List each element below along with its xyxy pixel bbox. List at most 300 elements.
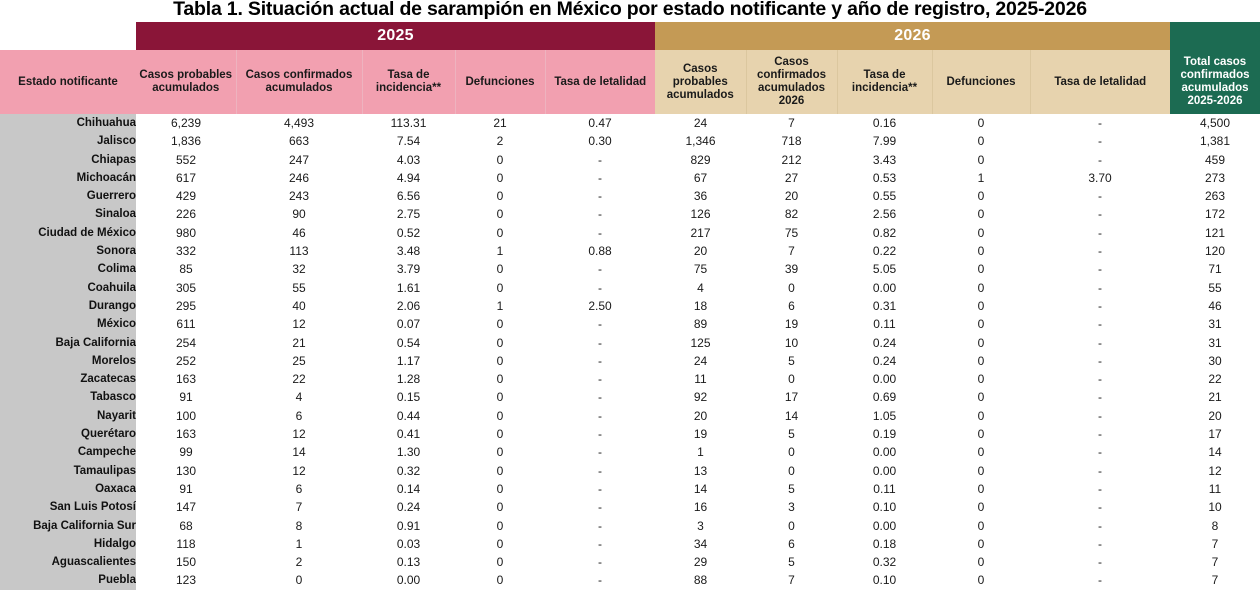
cell-2025-incidencia: 1.28 xyxy=(362,370,455,388)
cell-2026-incidencia: 3.43 xyxy=(837,151,932,169)
cell-2025-confirmados: 113 xyxy=(236,242,362,260)
table-row xyxy=(0,132,1260,150)
cell-2025-incidencia: 3.48 xyxy=(362,242,455,260)
cell-2026-letalidad: - xyxy=(1030,151,1170,169)
table-head xyxy=(0,22,1260,114)
cell-2026-defunciones: 0 xyxy=(932,297,1030,315)
cell-total: 459 xyxy=(1170,151,1260,169)
cell-2026-defunciones: 0 xyxy=(932,114,1030,132)
cell-2025-incidencia: 4.03 xyxy=(362,151,455,169)
cell-2025-letalidad: - xyxy=(545,480,655,498)
cell-state-name: Hidalgo xyxy=(0,535,136,553)
cell-2026-incidencia: 0.22 xyxy=(837,242,932,260)
group-band-spacer xyxy=(0,22,136,50)
cell-2026-letalidad: - xyxy=(1030,315,1170,333)
cell-2025-confirmados: 6 xyxy=(236,407,362,425)
cell-2026-probables: 34 xyxy=(655,535,746,553)
cell-2025-probables: 226 xyxy=(136,205,236,223)
column-header-total: Total casos confirmados acumulados 2025-2026 xyxy=(1170,50,1260,114)
cell-state-name: Chihuahua xyxy=(0,114,136,132)
cell-2025-confirmados: 90 xyxy=(236,205,362,223)
cell-2025-incidencia: 0.15 xyxy=(362,388,455,406)
cell-2026-probables: 19 xyxy=(655,425,746,443)
cell-2026-confirmados: 6 xyxy=(746,535,837,553)
cell-2026-defunciones: 0 xyxy=(932,352,1030,370)
cell-2025-letalidad: - xyxy=(545,224,655,242)
cell-2025-probables: 163 xyxy=(136,425,236,443)
cell-2025-confirmados: 1 xyxy=(236,535,362,553)
cell-2026-incidencia: 0.55 xyxy=(837,187,932,205)
cell-2025-confirmados: 55 xyxy=(236,279,362,297)
cell-2026-confirmados: 5 xyxy=(746,352,837,370)
table-row xyxy=(0,151,1260,169)
cell-2025-confirmados: 2 xyxy=(236,553,362,571)
cell-2026-probables: 829 xyxy=(655,151,746,169)
cell-2026-confirmados: 14 xyxy=(746,407,837,425)
cell-2026-incidencia: 0.69 xyxy=(837,388,932,406)
cell-2025-incidencia: 0.44 xyxy=(362,407,455,425)
cell-2026-letalidad: - xyxy=(1030,224,1170,242)
table-row xyxy=(0,242,1260,260)
cell-2025-letalidad: - xyxy=(545,498,655,516)
cell-2026-probables: 16 xyxy=(655,498,746,516)
cell-state-name: Nayarit xyxy=(0,407,136,425)
cell-state-name: Querétaro xyxy=(0,425,136,443)
cell-state-name: Oaxaca xyxy=(0,480,136,498)
cell-2025-defunciones: 0 xyxy=(455,169,545,187)
cell-2025-incidencia: 1.17 xyxy=(362,352,455,370)
cell-total: 7 xyxy=(1170,571,1260,589)
cell-total: 21 xyxy=(1170,388,1260,406)
cell-2026-incidencia: 0.31 xyxy=(837,297,932,315)
cell-2025-letalidad: - xyxy=(545,553,655,571)
cell-2026-letalidad: - xyxy=(1030,571,1170,589)
cell-2025-defunciones: 0 xyxy=(455,517,545,535)
cell-2026-defunciones: 0 xyxy=(932,462,1030,480)
cell-2026-probables: 14 xyxy=(655,480,746,498)
cell-2026-probables: 89 xyxy=(655,315,746,333)
cell-2026-probables: 18 xyxy=(655,297,746,315)
cell-2025-probables: 99 xyxy=(136,443,236,461)
cell-2025-confirmados: 46 xyxy=(236,224,362,242)
cell-2025-defunciones: 0 xyxy=(455,571,545,589)
cell-2025-confirmados: 7 xyxy=(236,498,362,516)
cell-2026-incidencia: 0.24 xyxy=(837,334,932,352)
cell-2026-confirmados: 27 xyxy=(746,169,837,187)
cell-2025-defunciones: 0 xyxy=(455,187,545,205)
cell-2025-letalidad: - xyxy=(545,352,655,370)
cell-state-name: México xyxy=(0,315,136,333)
cell-2025-probables: 254 xyxy=(136,334,236,352)
table-row xyxy=(0,114,1260,132)
column-header-state: Estado notificante xyxy=(0,50,136,114)
table-row xyxy=(0,517,1260,535)
cell-2026-defunciones: 0 xyxy=(932,132,1030,150)
table-row xyxy=(0,279,1260,297)
cell-total: 8 xyxy=(1170,517,1260,535)
cell-2026-incidencia: 0.00 xyxy=(837,443,932,461)
table-container xyxy=(0,22,1260,590)
table-row xyxy=(0,169,1260,187)
cell-2026-defunciones: 0 xyxy=(932,443,1030,461)
cell-2025-incidencia: 0.54 xyxy=(362,334,455,352)
column-header-row xyxy=(0,50,1260,114)
cell-2025-letalidad: - xyxy=(545,334,655,352)
cell-total: 263 xyxy=(1170,187,1260,205)
cell-2025-letalidad: - xyxy=(545,279,655,297)
cell-2025-defunciones: 0 xyxy=(455,388,545,406)
cell-total: 31 xyxy=(1170,315,1260,333)
cell-2026-defunciones: 0 xyxy=(932,260,1030,278)
cell-2026-probables: 24 xyxy=(655,352,746,370)
cell-2026-letalidad: - xyxy=(1030,114,1170,132)
cell-2026-probables: 20 xyxy=(655,407,746,425)
cell-2026-confirmados: 17 xyxy=(746,388,837,406)
cell-2026-probables: 92 xyxy=(655,388,746,406)
cell-2026-incidencia: 2.56 xyxy=(837,205,932,223)
cell-2026-confirmados: 7 xyxy=(746,242,837,260)
cell-2026-incidencia: 0.00 xyxy=(837,517,932,535)
table-row xyxy=(0,425,1260,443)
cell-state-name: Sonora xyxy=(0,242,136,260)
cell-2026-incidencia: 0.00 xyxy=(837,279,932,297)
cell-total: 11 xyxy=(1170,480,1260,498)
cell-2026-letalidad: - xyxy=(1030,279,1170,297)
cell-2026-incidencia: 0.32 xyxy=(837,553,932,571)
cell-2025-defunciones: 0 xyxy=(455,535,545,553)
cell-2025-confirmados: 246 xyxy=(236,169,362,187)
column-header-2026-probables: Casos probables acumulados xyxy=(655,50,746,114)
cell-2025-confirmados: 32 xyxy=(236,260,362,278)
cell-2025-probables: 429 xyxy=(136,187,236,205)
table-row xyxy=(0,553,1260,571)
cell-2026-incidencia: 0.18 xyxy=(837,535,932,553)
cell-2025-confirmados: 4,493 xyxy=(236,114,362,132)
cell-2025-defunciones: 0 xyxy=(455,443,545,461)
cell-2026-letalidad: - xyxy=(1030,205,1170,223)
cell-2026-confirmados: 0 xyxy=(746,517,837,535)
group-band-2026: 2026 xyxy=(655,22,1170,50)
cell-2025-letalidad: - xyxy=(545,571,655,589)
cell-2026-incidencia: 5.05 xyxy=(837,260,932,278)
cell-2025-letalidad: - xyxy=(545,425,655,443)
cell-2026-defunciones: 0 xyxy=(932,242,1030,260)
cell-2026-probables: 11 xyxy=(655,370,746,388)
cell-2026-incidencia: 0.11 xyxy=(837,315,932,333)
cell-2025-probables: 130 xyxy=(136,462,236,480)
cell-total: 12 xyxy=(1170,462,1260,480)
cell-2026-defunciones: 0 xyxy=(932,187,1030,205)
cell-2026-confirmados: 7 xyxy=(746,114,837,132)
cell-total: 20 xyxy=(1170,407,1260,425)
cell-2026-letalidad: - xyxy=(1030,462,1170,480)
cell-state-name: San Luis Potosí xyxy=(0,498,136,516)
cell-2025-probables: 85 xyxy=(136,260,236,278)
cell-state-name: Chiapas xyxy=(0,151,136,169)
cell-2025-defunciones: 0 xyxy=(455,205,545,223)
page-title: Tabla 1. Situación actual de sarampión en México por estado notificante y año de registro, 2025-2026 xyxy=(173,0,1087,20)
cell-2026-probables: 36 xyxy=(655,187,746,205)
cell-total: 22 xyxy=(1170,370,1260,388)
table-row xyxy=(0,315,1260,333)
cell-2026-confirmados: 75 xyxy=(746,224,837,242)
column-header-2026-letalidad: Tasa de letalidad xyxy=(1030,50,1170,114)
cell-total: 7 xyxy=(1170,535,1260,553)
cell-2026-letalidad: - xyxy=(1030,297,1170,315)
cell-2025-probables: 305 xyxy=(136,279,236,297)
cell-2026-incidencia: 0.10 xyxy=(837,498,932,516)
cell-total: 17 xyxy=(1170,425,1260,443)
cell-2026-probables: 88 xyxy=(655,571,746,589)
table-row xyxy=(0,370,1260,388)
cell-2025-letalidad: - xyxy=(545,370,655,388)
cell-total: 4,500 xyxy=(1170,114,1260,132)
cell-2025-incidencia: 0.03 xyxy=(362,535,455,553)
column-header-2025-defunciones: Defunciones xyxy=(455,50,545,114)
group-band-row xyxy=(0,22,1260,50)
cell-state-name: Colima xyxy=(0,260,136,278)
cell-2025-incidencia: 7.54 xyxy=(362,132,455,150)
cell-2026-defunciones: 1 xyxy=(932,169,1030,187)
cell-2025-incidencia: 0.13 xyxy=(362,553,455,571)
cell-2025-defunciones: 0 xyxy=(455,498,545,516)
cell-2026-probables: 217 xyxy=(655,224,746,242)
cell-2025-letalidad: 0.47 xyxy=(545,114,655,132)
cell-2026-letalidad: - xyxy=(1030,370,1170,388)
cell-state-name: Durango xyxy=(0,297,136,315)
cell-2025-defunciones: 0 xyxy=(455,425,545,443)
cell-2026-letalidad: - xyxy=(1030,242,1170,260)
cell-2025-confirmados: 22 xyxy=(236,370,362,388)
cell-2025-defunciones: 0 xyxy=(455,151,545,169)
column-header-2026-confirmados: Casos confirmados acumulados 2026 xyxy=(746,50,837,114)
cell-total: 172 xyxy=(1170,205,1260,223)
cell-2026-defunciones: 0 xyxy=(932,151,1030,169)
cell-2025-incidencia: 0.07 xyxy=(362,315,455,333)
cell-2026-probables: 20 xyxy=(655,242,746,260)
table-row xyxy=(0,352,1260,370)
measles-situation-table xyxy=(0,22,1260,590)
cell-state-name: Aguascalientes xyxy=(0,553,136,571)
cell-2025-probables: 1,836 xyxy=(136,132,236,150)
cell-total: 30 xyxy=(1170,352,1260,370)
cell-2025-confirmados: 25 xyxy=(236,352,362,370)
cell-2026-incidencia: 1.05 xyxy=(837,407,932,425)
cell-2026-incidencia: 0.24 xyxy=(837,352,932,370)
cell-2026-defunciones: 0 xyxy=(932,370,1030,388)
cell-2025-confirmados: 663 xyxy=(236,132,362,150)
cell-2025-probables: 295 xyxy=(136,297,236,315)
cell-2026-defunciones: 0 xyxy=(932,205,1030,223)
cell-2026-incidencia: 0.00 xyxy=(837,462,932,480)
cell-2026-letalidad: - xyxy=(1030,352,1170,370)
cell-2026-letalidad: - xyxy=(1030,132,1170,150)
cell-2026-probables: 24 xyxy=(655,114,746,132)
group-band-total xyxy=(1170,22,1260,50)
cell-2026-confirmados: 39 xyxy=(746,260,837,278)
cell-2026-letalidad: - xyxy=(1030,187,1170,205)
cell-2025-incidencia: 0.00 xyxy=(362,571,455,589)
cell-2026-letalidad: - xyxy=(1030,517,1170,535)
table-body xyxy=(0,114,1260,590)
cell-2025-letalidad: - xyxy=(545,535,655,553)
group-band-2025: 2025 xyxy=(136,22,655,50)
cell-2025-defunciones: 0 xyxy=(455,334,545,352)
cell-2025-defunciones: 0 xyxy=(455,279,545,297)
cell-2025-letalidad: - xyxy=(545,151,655,169)
cell-2026-letalidad: - xyxy=(1030,535,1170,553)
cell-total: 14 xyxy=(1170,443,1260,461)
cell-2025-probables: 332 xyxy=(136,242,236,260)
cell-2025-probables: 91 xyxy=(136,388,236,406)
cell-2026-incidencia: 0.16 xyxy=(837,114,932,132)
cell-2026-probables: 1 xyxy=(655,443,746,461)
cell-total: 273 xyxy=(1170,169,1260,187)
cell-2025-defunciones: 0 xyxy=(455,553,545,571)
cell-2025-confirmados: 12 xyxy=(236,425,362,443)
cell-2026-letalidad: - xyxy=(1030,334,1170,352)
table-row xyxy=(0,407,1260,425)
cell-2025-letalidad: - xyxy=(545,462,655,480)
cell-2026-defunciones: 0 xyxy=(932,425,1030,443)
cell-state-name: Tamaulipas xyxy=(0,462,136,480)
cell-2026-letalidad: - xyxy=(1030,425,1170,443)
table-row xyxy=(0,205,1260,223)
cell-2026-defunciones: 0 xyxy=(932,224,1030,242)
cell-2025-letalidad: - xyxy=(545,205,655,223)
cell-2026-confirmados: 718 xyxy=(746,132,837,150)
cell-state-name: Michoacán xyxy=(0,169,136,187)
table-row xyxy=(0,187,1260,205)
cell-2026-letalidad: 3.70 xyxy=(1030,169,1170,187)
cell-2025-incidencia: 0.52 xyxy=(362,224,455,242)
cell-2025-probables: 100 xyxy=(136,407,236,425)
table-row xyxy=(0,535,1260,553)
cell-2026-defunciones: 0 xyxy=(932,407,1030,425)
cell-2026-probables: 125 xyxy=(655,334,746,352)
cell-2025-letalidad: - xyxy=(545,260,655,278)
cell-2025-probables: 252 xyxy=(136,352,236,370)
cell-2025-letalidad: - xyxy=(545,169,655,187)
cell-2025-probables: 91 xyxy=(136,480,236,498)
cell-2025-confirmados: 21 xyxy=(236,334,362,352)
cell-2026-letalidad: - xyxy=(1030,498,1170,516)
cell-2025-defunciones: 0 xyxy=(455,370,545,388)
cell-2026-probables: 67 xyxy=(655,169,746,187)
cell-2025-defunciones: 0 xyxy=(455,462,545,480)
cell-2026-confirmados: 5 xyxy=(746,480,837,498)
cell-2026-incidencia: 0.53 xyxy=(837,169,932,187)
cell-2025-incidencia: 1.61 xyxy=(362,279,455,297)
cell-2025-incidencia: 0.14 xyxy=(362,480,455,498)
cell-2026-probables: 4 xyxy=(655,279,746,297)
cell-2025-probables: 123 xyxy=(136,571,236,589)
cell-total: 10 xyxy=(1170,498,1260,516)
cell-2026-probables: 1,346 xyxy=(655,132,746,150)
cell-2025-incidencia: 4.94 xyxy=(362,169,455,187)
cell-2026-probables: 126 xyxy=(655,205,746,223)
table-row xyxy=(0,498,1260,516)
cell-2025-letalidad: - xyxy=(545,388,655,406)
table-row xyxy=(0,388,1260,406)
table-row xyxy=(0,443,1260,461)
cell-2025-probables: 6,239 xyxy=(136,114,236,132)
cell-2025-probables: 147 xyxy=(136,498,236,516)
cell-2026-incidencia: 0.10 xyxy=(837,571,932,589)
cell-state-name: Sinaloa xyxy=(0,205,136,223)
cell-state-name: Ciudad de México xyxy=(0,224,136,242)
cell-2025-confirmados: 14 xyxy=(236,443,362,461)
table-row xyxy=(0,224,1260,242)
cell-2025-incidencia: 0.91 xyxy=(362,517,455,535)
cell-2026-defunciones: 0 xyxy=(932,388,1030,406)
cell-2025-incidencia: 0.41 xyxy=(362,425,455,443)
cell-2025-incidencia: 1.30 xyxy=(362,443,455,461)
cell-total: 1,381 xyxy=(1170,132,1260,150)
cell-2026-probables: 13 xyxy=(655,462,746,480)
cell-2025-letalidad: - xyxy=(545,315,655,333)
cell-2025-incidencia: 3.79 xyxy=(362,260,455,278)
cell-2025-confirmados: 12 xyxy=(236,462,362,480)
cell-2026-confirmados: 7 xyxy=(746,571,837,589)
cell-2026-incidencia: 0.00 xyxy=(837,370,932,388)
cell-2026-confirmados: 5 xyxy=(746,553,837,571)
column-header-2026-incidencia: Tasa de incidencia** xyxy=(837,50,932,114)
cell-2026-confirmados: 5 xyxy=(746,425,837,443)
cell-state-name: Baja California Sur xyxy=(0,517,136,535)
cell-2026-letalidad: - xyxy=(1030,443,1170,461)
cell-2025-defunciones: 0 xyxy=(455,480,545,498)
cell-2026-defunciones: 0 xyxy=(932,315,1030,333)
cell-2026-confirmados: 6 xyxy=(746,297,837,315)
cell-total: 7 xyxy=(1170,553,1260,571)
cell-2026-defunciones: 0 xyxy=(932,279,1030,297)
cell-2026-confirmados: 19 xyxy=(746,315,837,333)
cell-2025-letalidad: - xyxy=(545,407,655,425)
cell-2026-defunciones: 0 xyxy=(932,535,1030,553)
table-row xyxy=(0,480,1260,498)
cell-2026-confirmados: 0 xyxy=(746,462,837,480)
cell-state-name: Guerrero xyxy=(0,187,136,205)
cell-2025-incidencia: 6.56 xyxy=(362,187,455,205)
cell-2025-confirmados: 12 xyxy=(236,315,362,333)
table-row xyxy=(0,571,1260,589)
cell-2026-defunciones: 0 xyxy=(932,334,1030,352)
cell-2025-confirmados: 6 xyxy=(236,480,362,498)
table-row xyxy=(0,334,1260,352)
cell-2025-incidencia: 2.75 xyxy=(362,205,455,223)
cell-2025-probables: 552 xyxy=(136,151,236,169)
column-header-2025-confirmados: Casos confirmados acumulados xyxy=(236,50,362,114)
cell-2025-letalidad: 2.50 xyxy=(545,297,655,315)
cell-2026-confirmados: 82 xyxy=(746,205,837,223)
cell-state-name: Coahuila xyxy=(0,279,136,297)
cell-2026-defunciones: 0 xyxy=(932,480,1030,498)
cell-2025-defunciones: 0 xyxy=(455,315,545,333)
cell-2025-incidencia: 0.32 xyxy=(362,462,455,480)
cell-2025-probables: 150 xyxy=(136,553,236,571)
cell-state-name: Jalisco xyxy=(0,132,136,150)
cell-2026-letalidad: - xyxy=(1030,407,1170,425)
cell-2025-incidencia: 2.06 xyxy=(362,297,455,315)
cell-2026-probables: 75 xyxy=(655,260,746,278)
cell-2026-incidencia: 0.11 xyxy=(837,480,932,498)
cell-2026-confirmados: 10 xyxy=(746,334,837,352)
cell-2026-probables: 3 xyxy=(655,517,746,535)
cell-total: 55 xyxy=(1170,279,1260,297)
cell-2025-probables: 118 xyxy=(136,535,236,553)
cell-2025-confirmados: 8 xyxy=(236,517,362,535)
